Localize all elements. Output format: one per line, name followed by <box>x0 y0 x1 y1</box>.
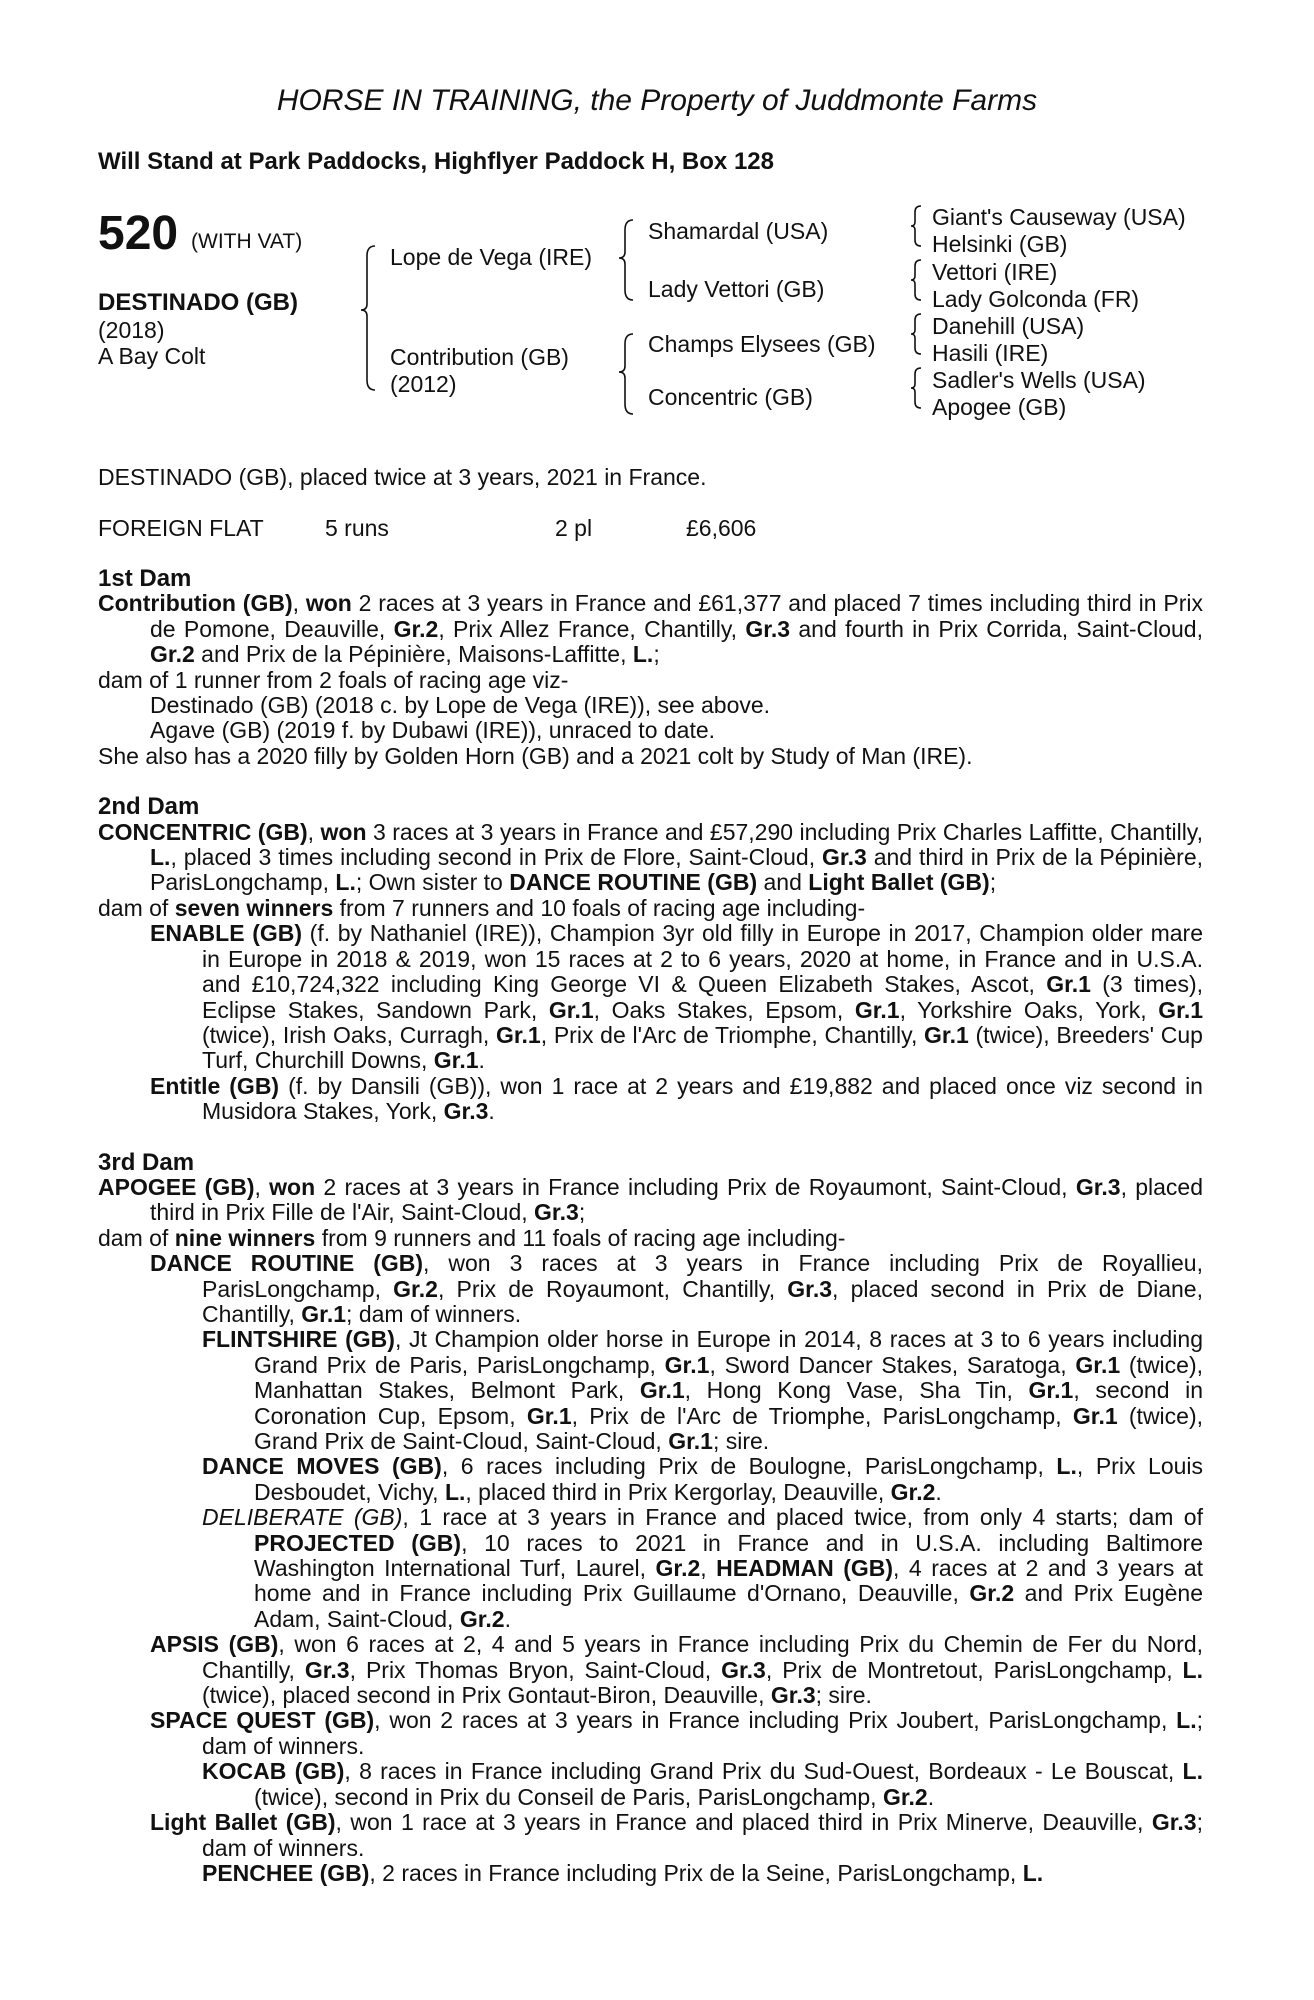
dam3-produce-item: Light Ballet (GB), won 1 race at 3 years in France and placed third in Prix Minerve, Deauville, Gr.3; dam of winners. <box>150 1809 1203 1861</box>
pedigree-gg5: Danehill (USA) <box>932 313 1085 339</box>
bracket-g3 <box>911 314 921 354</box>
dam3-entry: APOGEE (GB), won 2 races at 3 years in France including Prix de Royaumont, Saint-Cloud, Gr.3, placed third in Prix Fille de l'Air, Saint-Cloud, Gr.3; <box>98 1173 1204 1226</box>
record-label: FOREIGN FLAT <box>98 515 264 541</box>
pedigree-sire: Lope de Vega (IRE) <box>390 244 593 270</box>
bracket-dam <box>619 334 633 414</box>
pedigree-gg7: Sadler's Wells (USA) <box>932 367 1146 393</box>
race-summary: DESTINADO (GB), placed twice at 3 years, 2021 in France. <box>98 464 707 490</box>
pedigree-dam-dam: Concentric (GB) <box>648 384 813 410</box>
pedigree-gg4: Lady Golconda (FR) <box>932 286 1140 312</box>
dam2-entry: CONCENTRIC (GB), won 3 races at 3 years in France and £57,290 including Prix Charles Laffitte, Chantilly, L., placed 3 times including second in Prix de Flore, Saint-Cloud, Gr.3 and third in Prix de la Pépinière, ParisLongchamp, L.; Own sister to DANCE ROUTINE (GB) and Light Ballet (GB); <box>98 818 1203 896</box>
record-placed: 2 pl <box>555 515 593 541</box>
pedigree-sire-dam: Lady Vettori (GB) <box>648 276 825 302</box>
section-heading-1st-dam: 1st Dam <box>98 565 192 592</box>
dam3-grand-produce-item: DANCE MOVES (GB), 6 races including Prix de Boulogne, ParisLongchamp, L., Prix Louis Desboudet, Vichy, L., placed third in Prix Kergorlay, Deauville, Gr.2. <box>202 1453 1204 1505</box>
horse-description: A Bay Colt <box>98 343 206 369</box>
dam2-produce-item: ENABLE (GB) (f. by Nathaniel (IRE)), Champion 3yr old filly in Europe in 2017, Champion older mare in Europe in 2018 & 2019, won 15 races at 2 to 6 years, 2020 at home, in France and in U.S.A. and £10,724,322 including King George VI & Queen Elizabeth Stakes, Ascot, Gr.1 (3 times), Eclipse Stakes, Sandown Park, Gr.1, Oaks Stakes, Epsom, Gr.1, Yorkshire Oaks, York, Gr.1 (twice), Irish Oaks, Curragh, Gr.1, Prix de l'Arc de Triomphe, Chantilly, Gr.1 (twice), Breeders' Cup Turf, Churchill Downs, Gr.1. <box>150 920 1204 1074</box>
record-runs: 5 runs <box>325 515 389 541</box>
pedigree-gg8: Apogee (GB) <box>932 394 1067 420</box>
dam1-produce-intro: dam of 1 runner from 2 foals of racing age viz- <box>98 666 569 693</box>
bracket-sire <box>619 220 633 300</box>
dam3-grand-produce-item: KOCAB (GB), 8 races in France including Grand Prix du Sud-Ouest, Bordeaux - Le Bouscat, L. (twice), second in Prix du Conseil de Paris, ParisLongchamp, Gr.2. <box>202 1758 1203 1810</box>
bracket-g4 <box>911 368 921 408</box>
pedigree-sire-sire: Shamardal (USA) <box>648 218 829 244</box>
dam1-produce-item: Destinado (GB) (2018 c. by Lope de Vega (IRE)), see above. <box>150 692 771 719</box>
horse-year: (2018) <box>98 317 165 343</box>
pedigree-dam-sire: Champs Elysees (GB) <box>648 331 876 357</box>
page-title: HORSE IN TRAINING, the Property of Juddmonte Farms <box>276 84 1038 117</box>
horse-name: DESTINADO (GB) <box>98 289 298 316</box>
dam3-grand-produce-item: FLINTSHIRE (GB), Jt Champion older horse in Europe in 2014, 8 races at 3 to 6 years including Grand Prix de Paris, ParisLongchamp, Gr.1, Sword Dancer Stakes, Saratoga, Gr.1 (twice), Manhattan Stakes, Belmont Park, Gr.1, Hong Kong Vase, Sha Tin, Gr.1, second in Coronation Cup, Epsom, Gr.1, Prix de l'Arc de Triomphe, ParisLongchamp, Gr.1 (twice), Grand Prix de Saint-Cloud, Saint-Cloud, Gr.1; sire. <box>202 1326 1204 1454</box>
pedigree-gg2: Helsinki (GB) <box>932 231 1068 257</box>
dam2-produce-item: Entitle (GB) (f. by Dansili (GB)), won 1 race at 2 years and £19,882 and placed once viz second in Musidora Stakes, York, Gr.3. <box>150 1072 1203 1125</box>
section-heading-2nd-dam: 2nd Dam <box>98 793 200 821</box>
dam3-produce-item: APSIS (GB), won 6 races at 2, 4 and 5 years in France including Prix du Chemin de Fer du Nord, Chantilly, Gr.3, Prix Thomas Bryon, Saint-Cloud, Gr.3, Prix de Montretout, ParisLongchamp, L. (twice), placed second in Prix Gontaut-Biron, Deauville, Gr.3; sire. <box>150 1631 1204 1709</box>
pedigree-dam: Contribution (GB) <box>390 344 569 370</box>
vat-note: (WITH VAT) <box>191 230 303 253</box>
dam3-produce-intro: dam of nine winners from 9 runners and 11 foals of racing age including- <box>98 1224 846 1251</box>
dam2-produce-intro: dam of seven winners from 7 runners and 10 foals of racing age including- <box>98 894 866 921</box>
dam1-note: She also has a 2020 filly by Golden Horn (GB) and a 2021 colt by Study of Man (IRE). <box>98 742 973 769</box>
lot-number: 520 <box>98 207 179 260</box>
pedigree-gg1: Giant's Causeway (USA) <box>932 204 1186 230</box>
dam3-grand-produce-item: PENCHEE (GB), 2 races in France including Prix de la Seine, ParisLongchamp, L. <box>202 1859 1044 1886</box>
pedigree-gg3: Vettori (IRE) <box>932 259 1058 285</box>
record-earnings: £6,606 <box>686 515 757 541</box>
dam3-grand-produce-item: DELIBERATE (GB), 1 race at 3 years in France and placed twice, from only 4 starts; dam of PROJECTED (GB), 10 races to 2021 in France and in U.S.A. including Baltimore Washington International Turf, Laurel, Gr.2, HEADMAN (GB), 4 races at 2 and 3 years at home and in France including Prix Guillaume d'Ornano, Deauville, Gr.2 and Prix Eugène Adam, Saint-Cloud, Gr.2. <box>202 1504 1204 1632</box>
dam1-produce-item: Agave (GB) (2019 f. by Dubawi (IRE)), unraced to date. <box>150 717 716 744</box>
dam3-produce-item: DANCE ROUTINE (GB), won 3 races at 3 years in France including Prix de Royallieu, ParisLongchamp, Gr.2, Prix de Royaumont, Chantilly, Gr.3, placed second in Prix de Diane, Chantilly, Gr.1; dam of winners. <box>150 1250 1203 1327</box>
dam3-produce-item: SPACE QUEST (GB), won 2 races at 3 years in France including Prix Joubert, ParisLongchamp, L.; dam of winners. <box>150 1707 1203 1759</box>
pedigree-dam-year: (2012) <box>390 371 457 397</box>
stand-location: Will Stand at Park Paddocks, Highflyer Paddock H, Box 128 <box>98 148 774 175</box>
pedigree-gg6: Hasili (IRE) <box>932 340 1049 366</box>
section-heading-3rd-dam: 3rd Dam <box>98 1148 195 1176</box>
dam-record-body <box>98 566 1203 1886</box>
dam1-entry: Contribution (GB), won 2 races at 3 years in France and £61,377 and placed 7 times including third in Prix de Pomone, Deauville, Gr.2, Prix Allez France, Chantilly, Gr.3 and fourth in Prix Corrida, Saint-Cloud, Gr.2 and Prix de la Pépinière, Maisons-Laffitte, L.; <box>98 590 1204 668</box>
bracket-g1 <box>911 206 921 246</box>
bracket-g2 <box>911 260 921 300</box>
bracket-sire-dam <box>361 246 375 390</box>
